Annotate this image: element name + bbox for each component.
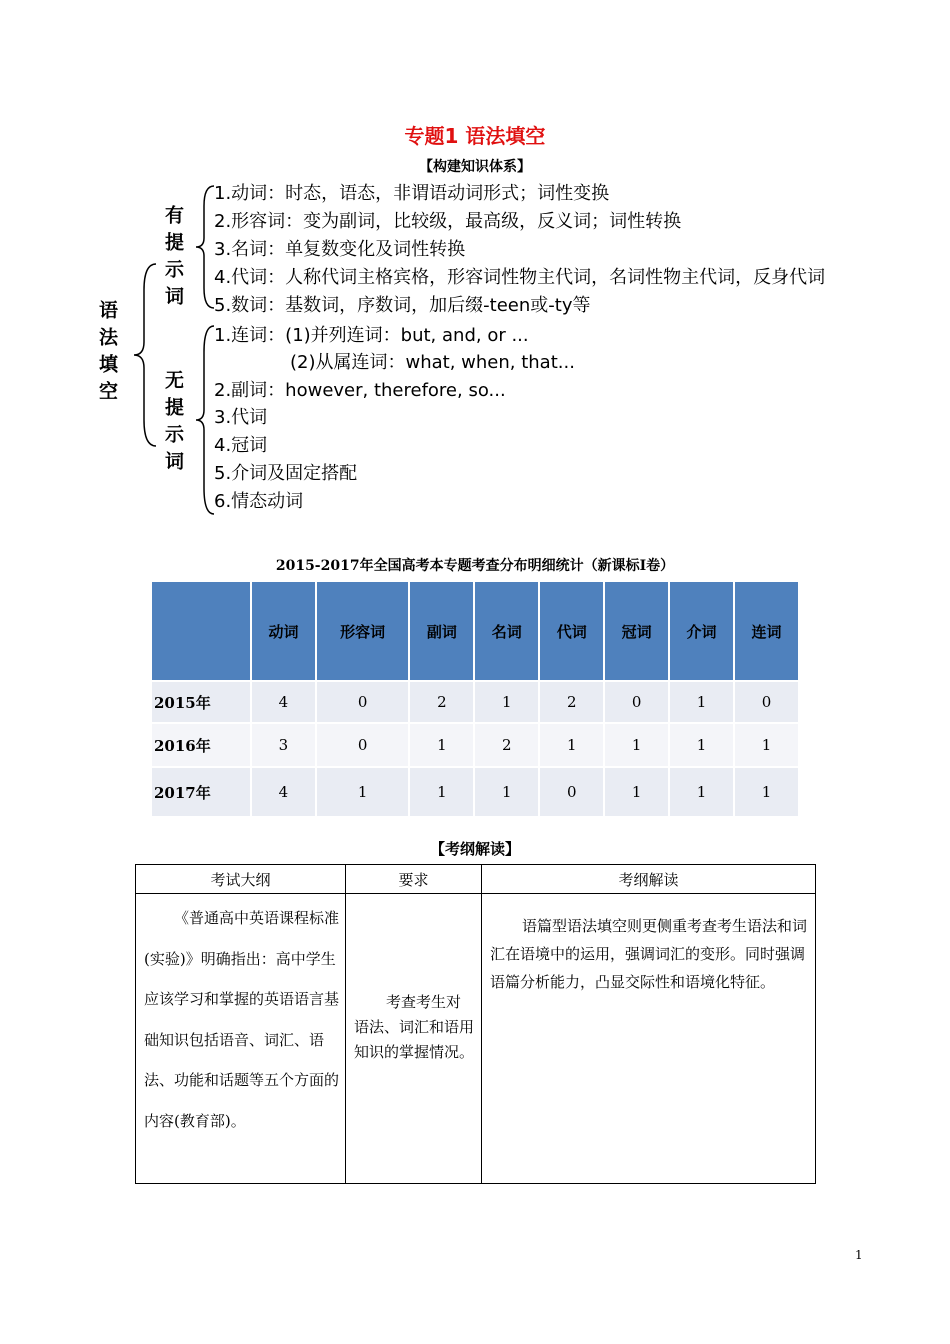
nohint-item-preposition: 5.介词及固定搭配 — [214, 463, 358, 484]
stats-corner-cell — [151, 581, 251, 681]
nohint-item-conjunction: 1.连词：(1)并列连词：but, and, or ... — [214, 325, 529, 346]
with-hint-label: 有提示词 — [162, 205, 184, 313]
stats-header-row — [151, 581, 799, 681]
outline-header-row — [136, 865, 816, 894]
table-row — [151, 681, 799, 723]
requirement-cell: 考查考生对语法、词汇和语用知识的掌握情况。 — [346, 894, 482, 1184]
stats-col-header: 代词 — [539, 581, 604, 681]
stats-table — [150, 580, 800, 818]
hint-item-adjective: 2.形容词：变为副词，比较级，最高级，反义词；词性转换 — [214, 211, 682, 232]
without-hint-brace — [194, 322, 216, 518]
without-hint-label: 无提示词 — [162, 370, 184, 478]
outline-col-header: 考纲解读 — [482, 865, 816, 894]
table-cell: 0 — [604, 681, 669, 723]
table-cell: 1 — [669, 767, 734, 817]
table-cell: 1 — [409, 767, 474, 817]
stats-col-header: 副词 — [409, 581, 474, 681]
nohint-item-modal: 6.情态动词 — [214, 491, 304, 512]
table-cell: 1 — [734, 723, 799, 767]
page-title: 专题1 语法填空 — [404, 124, 546, 148]
table-cell: 1 — [474, 681, 539, 723]
stats-caption: 2015-2017年全国高考本专题考查分布明细统计（新课标I卷） — [275, 558, 675, 574]
table-cell: 1 — [604, 767, 669, 817]
hint-item-noun: 3.名词：单复数变化及词性转换 — [214, 239, 466, 260]
table-row — [151, 767, 799, 817]
table-cell: 2 — [409, 681, 474, 723]
nohint-item-subordinate: (2)从属连词：what, when, that... — [290, 352, 575, 373]
syllabus-cell: 《普通高中英语课程标准(实验)》明确指出：高中学生应该学习和掌握的英语语言基础知识包括语音、词汇、语法、功能和话题等五个方面的内容(教育部)。 — [136, 894, 346, 1184]
outline-col-header: 考试大纲 — [136, 865, 346, 894]
outline-heading: 【考纲解读】 — [429, 840, 520, 858]
stats-col-header: 介词 — [669, 581, 734, 681]
table-cell: 3 — [251, 723, 316, 767]
nohint-item-article: 4.冠词 — [214, 435, 268, 456]
table-cell: 0 — [316, 723, 410, 767]
table-cell: 4 — [251, 681, 316, 723]
table-cell: 0 — [734, 681, 799, 723]
stats-col-header: 连词 — [734, 581, 799, 681]
nohint-item-pronoun: 3.代词 — [214, 407, 268, 428]
table-row — [151, 723, 799, 767]
hint-item-verb: 1.动词：时态，语态，非谓语动词形式；词性变换 — [214, 183, 610, 204]
table-cell: 4 — [251, 767, 316, 817]
stats-col-header: 名词 — [474, 581, 539, 681]
stats-col-header: 冠词 — [604, 581, 669, 681]
stats-col-header: 形容词 — [316, 581, 410, 681]
table-cell: 1 — [669, 723, 734, 767]
hint-item-pronoun: 4.代词：人称代词主格宾格，形容词性物主代词，名词性物主代词，反身代词 — [214, 267, 826, 288]
section-subtitle: 【构建知识体系】 — [419, 159, 531, 175]
row-year: 2017年 — [151, 767, 251, 817]
table-cell: 1 — [734, 767, 799, 817]
stats-col-header: 动词 — [251, 581, 316, 681]
table-cell: 1 — [604, 723, 669, 767]
with-hint-brace — [194, 182, 216, 312]
row-year: 2015年 — [151, 681, 251, 723]
interpretation-cell: 语篇型语法填空则更侧重考查考生语法和词汇在语境中的运用，强调词汇的变形。同时强调语篇分析能力，凸显交际性和语境化特征。 — [482, 894, 816, 1184]
row-year: 2016年 — [151, 723, 251, 767]
table-cell: 2 — [539, 681, 604, 723]
table-cell: 1 — [539, 723, 604, 767]
page-number: 1 — [855, 1248, 863, 1262]
table-cell: 1 — [669, 681, 734, 723]
table-row — [136, 894, 816, 1184]
table-cell: 1 — [474, 767, 539, 817]
table-cell: 2 — [474, 723, 539, 767]
outline-col-header: 要求 — [346, 865, 482, 894]
nohint-item-adverb: 2.副词：however, therefore, so... — [214, 380, 506, 401]
outline-table — [135, 864, 816, 1184]
table-cell: 1 — [409, 723, 474, 767]
table-cell: 1 — [316, 767, 410, 817]
tree-root-label: 语法填空 — [96, 300, 118, 408]
root-brace — [130, 260, 160, 450]
table-cell: 0 — [539, 767, 604, 817]
table-cell: 0 — [316, 681, 410, 723]
hint-item-numeral: 5.数词：基数词，序数词，加后缀-teen或-ty等 — [214, 295, 591, 316]
